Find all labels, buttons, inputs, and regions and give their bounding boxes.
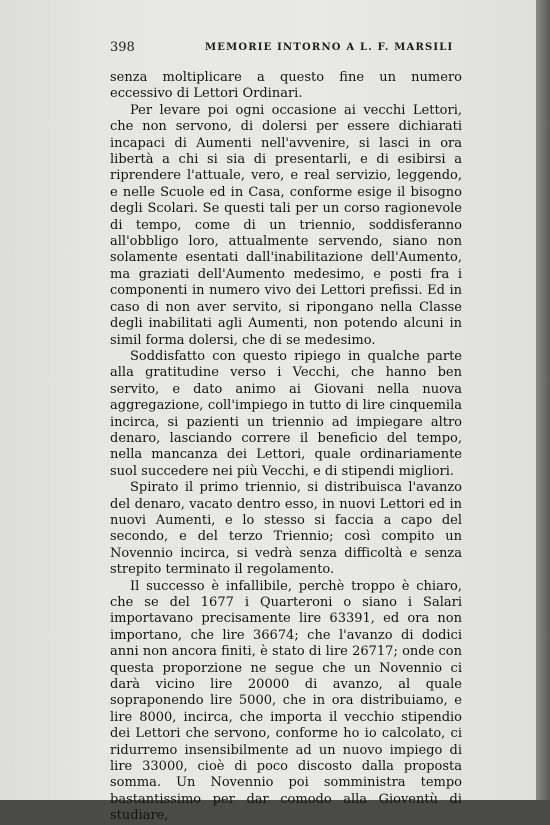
paragraph: Spirato il primo triennio, si distribuisca l'avanzo del denaro, vacato dentro esso, in nuovi Lettori ed in nuovi Aumenti, e lo stesso si faccia a capo del secondo, e del terzo Triennio; così compito un Novennio incirca, si vedrà senza difficoltà e senza strepito terminato il regolamento. (110, 480, 462, 578)
paragraph: Per levare poi ogni occasione ai vecchi Lettori, che non servono, di dolersi per essere dichiarati incapaci di Aumenti nell'avvenire, si lasci in ora libertà a chi si sia di presentarli, e di esibirsi a riprendere l'attuale, vero, e real servizio, leggendo, e nelle Scuole ed in Casa, conforme esige il bisogno degli Scolari. Se questi tali per un corso ragionevole di tempo, come di un triennio, soddisferanno all'obbligo loro, attualmente servendo, siano non solamente esentati dall'inabilitazione dell'Aumento, ma graziati dell'Aumento medesimo, e posti fra i componenti in numero vivo dei Lettori prefissi. Ed in caso di non aver servito, si ripongano nella Classe degli inabilitati agli Aumenti, non potendo alcuni in simil forma dolersi, che di se medesimo. (110, 102, 462, 348)
book-gutter-shadow (536, 0, 550, 800)
page-number: 398 (110, 40, 135, 55)
page-header (110, 40, 480, 58)
paragraph: Soddisfatto con questo ripiego in qualche parte alla gratitudine verso i Vecchi, che hanno ben servito, e dato animo ai Giovani nella nuova aggregazione, coll'impiego in tutto di lire cinquemila incirca, si pazienti un triennio ad impiegare altro denaro, lasciando correre il beneficio del tempo, nella mancanza dei Lettori, quale ordinariamente suol succedere nei più Vecchi, e di stipendi migliori. (110, 348, 462, 479)
paragraph: Il successo è infallibile, perchè troppo è chiaro, che se del 1677 i Quarteroni o siano i Salari importavano precisamente lire 63391, ed ora non importano, che lire 36674; che l'avanzo di dodici anni non ancora finiti, è stato di lire 26717; onde con questa proporzione ne segue che un Novennio ci darà vicino lire 20000 di avanzo, al quale sopraponendo lire 5000, che in ora distribuiamo, e lire 8000, incirca, che importa il vecchio stipendio dei Lettori che servono, conforme ho io calcolato, ci ridurremo insensibilmente ad un nuovo impiego di lire 33000, cioè di poco discosto dalla proposta somma. Un Novennio poi somministra tempo bastantissimo per dar comodo alla Gioventù di studiare, (110, 578, 462, 824)
paragraph: senza moltiplicare a questo fine un numero eccessivo di Lettori Ordinari. (110, 70, 462, 102)
body-text (110, 70, 462, 825)
running-title: MEMORIE INTORNO A L. F. MARSILI (205, 42, 454, 53)
